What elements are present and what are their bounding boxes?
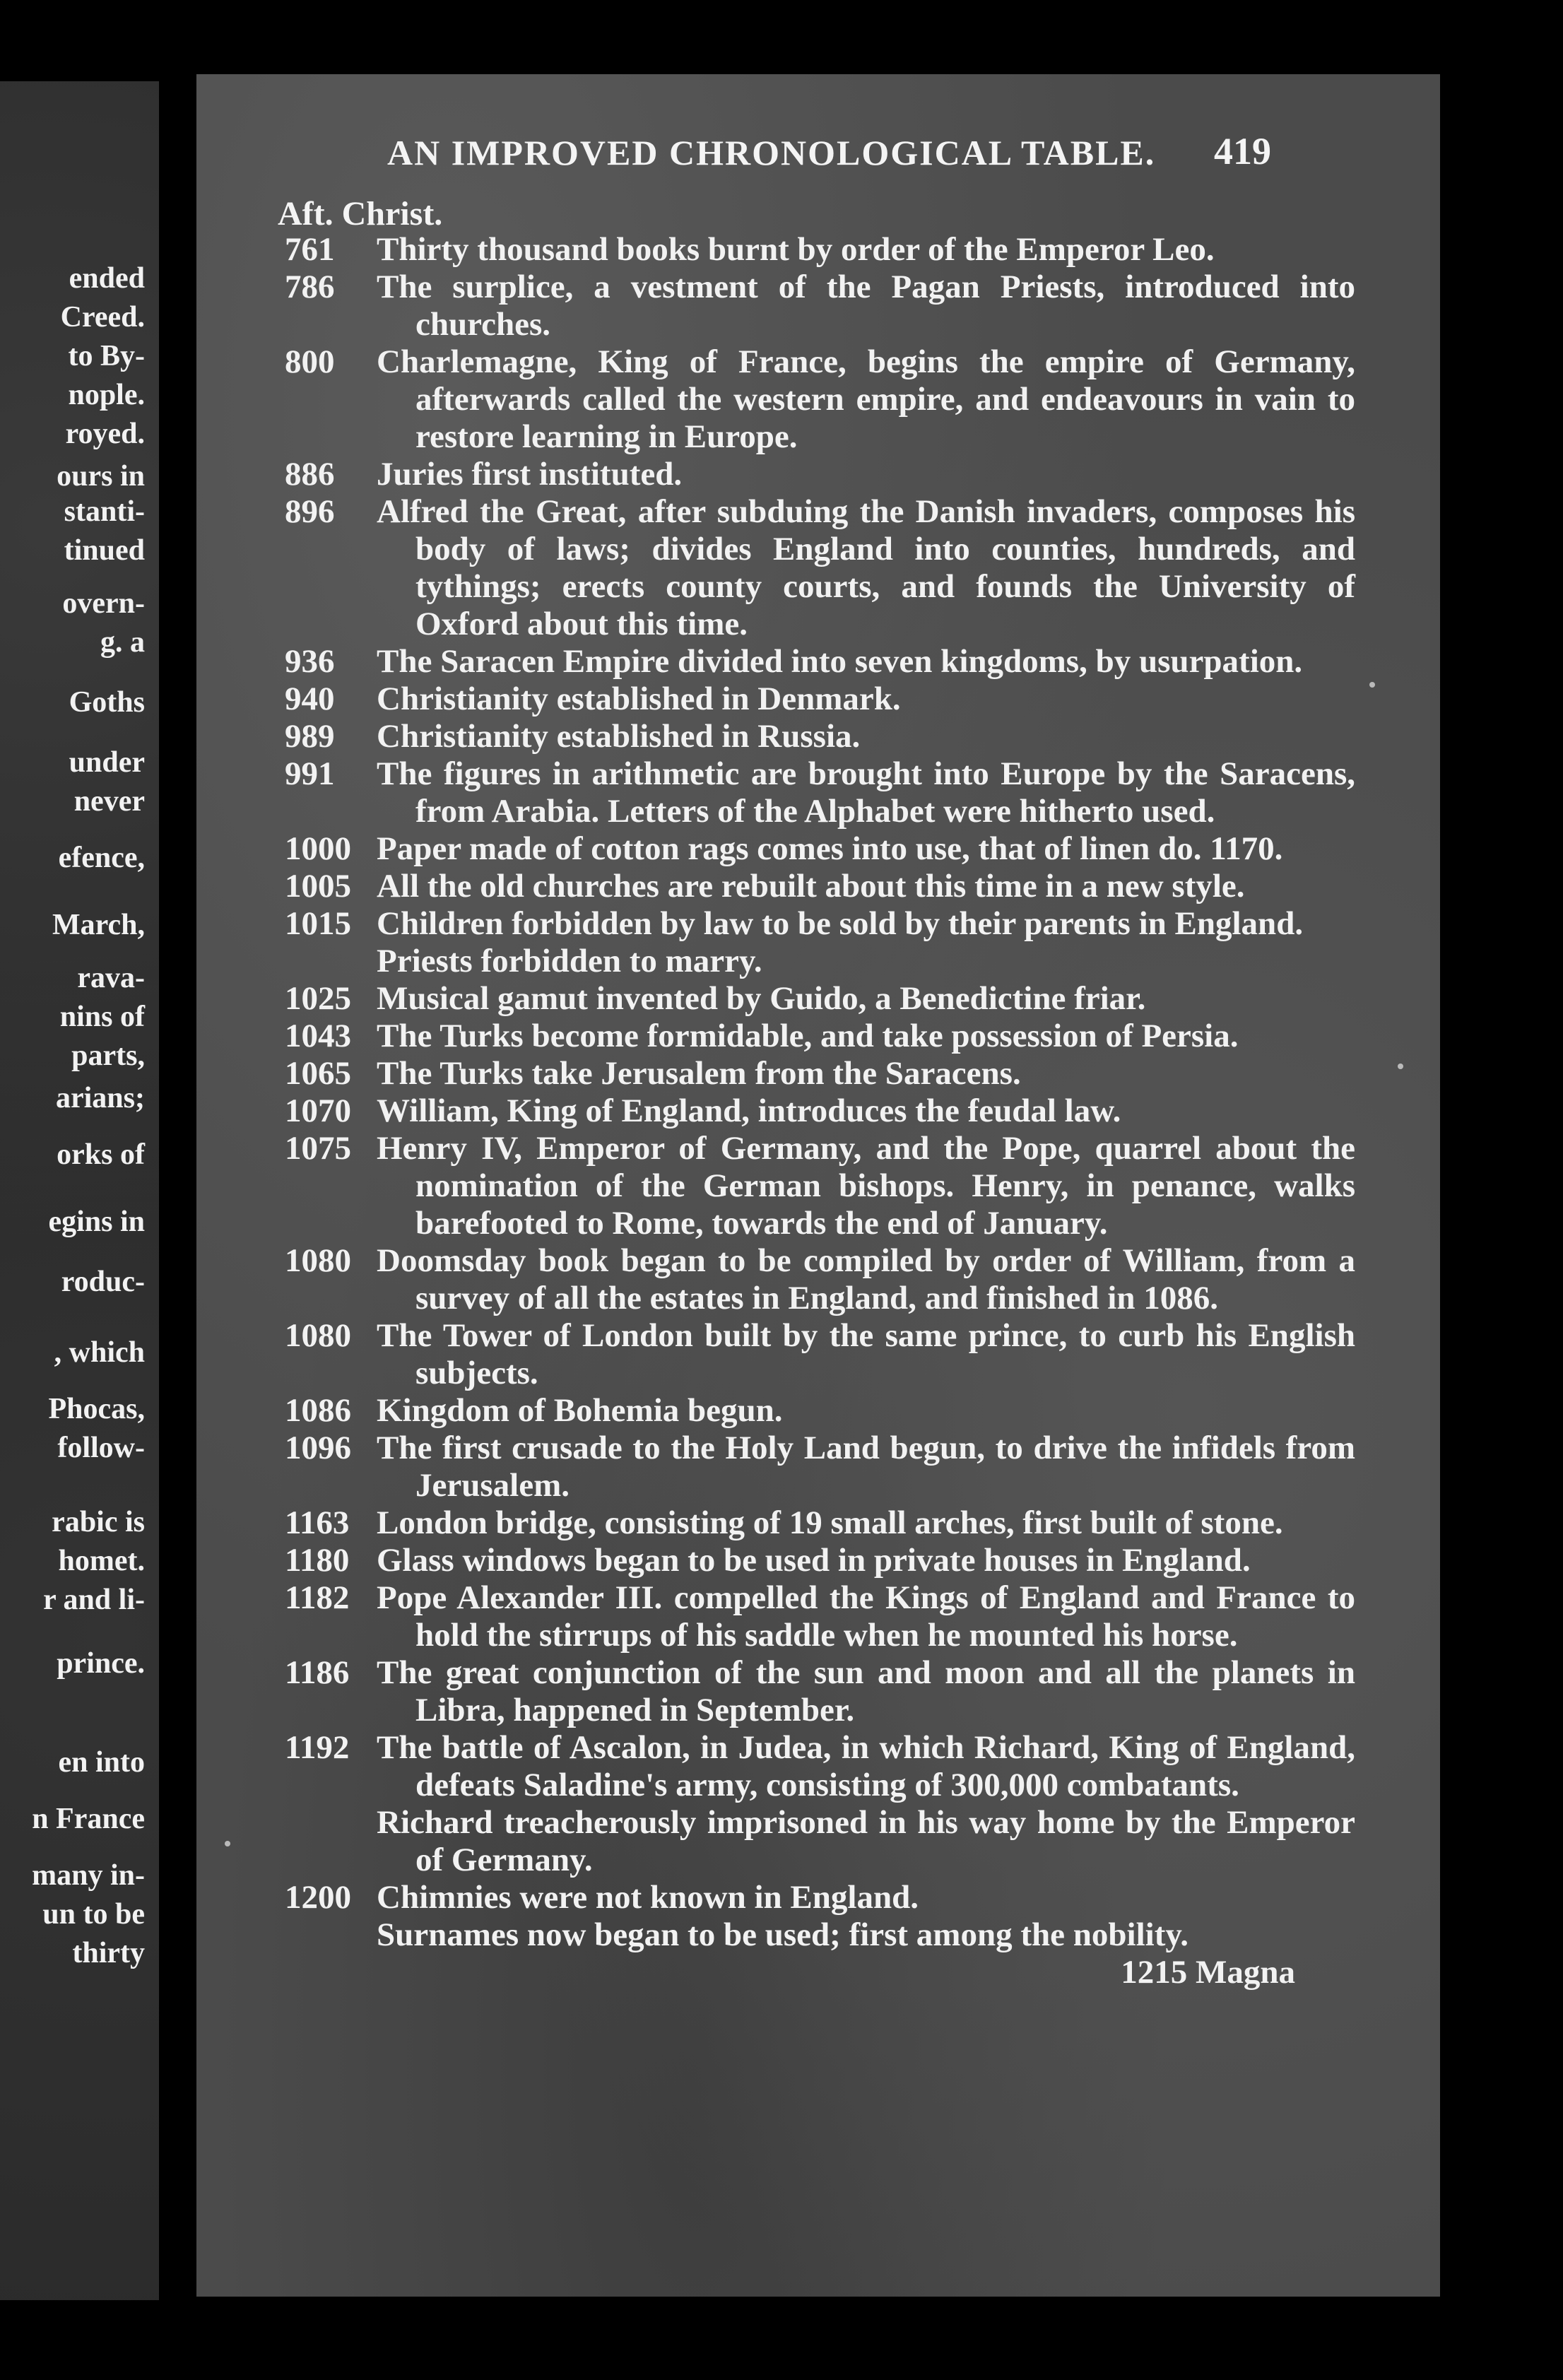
chronology-entry — [196, 905, 1440, 943]
entry-text: Christianity established in Russia. — [377, 718, 861, 755]
chronology-entry — [196, 1392, 1440, 1430]
chronology-entry — [196, 943, 1440, 980]
left-page-fragment: rava- — [77, 962, 145, 994]
entry-text: Henry IV, Emperor of Germany, and the Pope, quarrel about the nomination of the German bishops. Henry, in penance, walks barefooted to Rome, towards the end of January. — [377, 1130, 1355, 1242]
entry-text: Paper made of cotton rags comes into use, that of linen do. 1170. — [377, 830, 1283, 867]
entry-text: Juries first instituted. — [377, 456, 683, 493]
entry-text: The Tower of London built by the same prince, to curb his English subjects. — [377, 1317, 1355, 1391]
entry-year: 989 — [285, 718, 335, 755]
chronology-entry — [196, 681, 1440, 718]
catchword: 1215 Magna — [1121, 1954, 1295, 1991]
left-page-fragment: Goths — [69, 686, 145, 719]
left-page-fragment: ours in — [57, 460, 145, 493]
entry-text: Alfred the Great, after subduing the Danish invaders, composes his body of laws; divides England into counties, hundreds, and tythings; erects county courts, and founds the University of Oxford about this time. — [377, 493, 1355, 642]
chronology-entry — [196, 1504, 1440, 1542]
left-page-fragment: thirty — [72, 1937, 145, 1969]
chronology-entry — [196, 643, 1440, 681]
chronology-entry — [196, 1879, 1440, 1916]
paper-speckle — [225, 1841, 230, 1846]
left-page-fragment: , which — [54, 1336, 145, 1369]
chronology-entry — [196, 1055, 1440, 1092]
left-page-fragment: arians; — [56, 1082, 145, 1114]
book-gutter — [159, 0, 201, 2380]
chronology-entry — [196, 1542, 1440, 1579]
chronology-entry — [196, 1018, 1440, 1055]
entry-year: 940 — [285, 681, 335, 717]
entry-text: Priests forbidden to marry. — [377, 943, 762, 979]
left-page-fragment: ended — [69, 262, 145, 295]
entry-text: The battle of Ascalon, in Judea, in which Richard, King of England, defeats Saladine's army, consisting of 300,000 combatants. — [377, 1729, 1355, 1803]
entry-year: 800 — [285, 343, 335, 380]
entry-text: Doomsday book began to be compiled by order of William, from a survey of all the estates in England, and finished in 1086. — [377, 1242, 1355, 1316]
chronology-entry — [196, 1729, 1440, 1804]
chronology-entry — [196, 1430, 1440, 1504]
left-page-fragment: overn- — [62, 587, 145, 620]
left-page-fragment: stanti- — [64, 495, 145, 528]
entry-year: 1182 — [285, 1579, 350, 1616]
left-page-fragment: rabic is — [52, 1506, 145, 1538]
entry-text: The Turks take Jerusalem from the Saracens. — [377, 1055, 1021, 1092]
chronology-entries — [196, 231, 1440, 1991]
left-page-fragment: royed. — [65, 418, 145, 450]
left-page-fragment: March, — [52, 909, 145, 941]
left-page-fragment: to By- — [68, 340, 145, 372]
entry-year: 896 — [285, 493, 335, 530]
chronology-entry — [196, 1916, 1440, 1954]
entry-text: The great conjunction of the sun and moon and all the planets in Libra, happened in September. — [377, 1654, 1355, 1728]
entry-text: Glass windows began to be used in private houses in England. — [377, 1542, 1251, 1579]
entry-year: 1065 — [285, 1055, 351, 1092]
entry-year: 936 — [285, 643, 335, 680]
entry-text: All the old churches are rebuilt about this time in a new style. — [377, 868, 1245, 905]
entry-year: 1075 — [285, 1130, 351, 1167]
entry-year: 1070 — [285, 1092, 351, 1129]
entry-text: The Saracen Empire divided into seven kingdoms, by usurpation. — [377, 643, 1303, 680]
entry-year: 1043 — [285, 1018, 351, 1054]
entry-text: London bridge, consisting of 19 small arches, first built of stone. — [377, 1504, 1283, 1541]
entry-year: 1080 — [285, 1317, 351, 1354]
entry-year: 1015 — [285, 905, 351, 942]
left-page-fragment: follow- — [57, 1432, 145, 1464]
chronology-entry — [196, 868, 1440, 905]
paper-speckle — [1369, 682, 1375, 688]
entry-text: Musical gamut invented by Guido, a Benedictine friar. — [377, 980, 1146, 1017]
entry-text: The first crusade to the Holy Land begun, to drive the infidels from Jerusalem. — [377, 1430, 1355, 1504]
entry-text: Kingdom of Bohemia begun. — [377, 1392, 783, 1429]
entry-text: Pope Alexander III. compelled the Kings of England and France to hold the stirrups of his saddle when he mounted his horse. — [377, 1579, 1355, 1654]
chronology-entry — [196, 1130, 1440, 1242]
entry-text: Charlemagne, King of France, begins the empire of Germany, afterwards called the western empire, and endeavours in vain to restore learning in Europe. — [377, 343, 1355, 455]
left-page-fragment: prince. — [57, 1647, 145, 1680]
left-page-fragment: many in- — [32, 1859, 145, 1892]
entry-text: The surplice, a vestment of the Pagan Priests, introduced into churches. — [377, 269, 1355, 343]
left-page-fragment: un to be — [42, 1898, 145, 1931]
chronology-entry — [196, 269, 1440, 343]
entry-text: Thirty thousand books burnt by order of the Emperor Leo. — [377, 231, 1215, 268]
entry-text: Surnames now began to be used; first among the nobility. — [377, 1916, 1189, 1953]
entry-year: 1096 — [285, 1430, 351, 1466]
chronology-entry — [196, 718, 1440, 755]
entry-year: 1086 — [285, 1392, 351, 1429]
left-page-fragment: roduc- — [61, 1266, 145, 1298]
paper-speckle — [1398, 1064, 1403, 1069]
left-page-fragment: Creed. — [60, 301, 145, 334]
left-page-fragment: orks of — [57, 1138, 145, 1171]
left-page-fragment: n France — [32, 1803, 145, 1835]
left-page-fragment: Phocas, — [48, 1393, 145, 1425]
left-page-fragment: en into — [58, 1746, 145, 1779]
entry-year: 761 — [285, 231, 335, 268]
entry-year: 886 — [285, 456, 335, 493]
entry-text: William, King of England, introduces the feudal law. — [377, 1092, 1121, 1129]
chronology-entry — [196, 755, 1440, 830]
left-page-fragment: nople. — [68, 379, 145, 411]
left-page-fragment: tinued — [64, 534, 145, 567]
entry-year: 991 — [285, 755, 335, 792]
left-page-fragment: efence, — [58, 842, 145, 874]
chronology-entry — [196, 1579, 1440, 1654]
chronology-entry — [196, 1092, 1440, 1130]
entry-text: Children forbidden by law to be sold by their parents in England. — [377, 905, 1304, 942]
catchword-row — [196, 1954, 1440, 1991]
entry-text: Chimnies were not known in England. — [377, 1879, 919, 1916]
left-page-fragment: homet. — [58, 1545, 145, 1577]
left-page-fragment: r and li- — [43, 1584, 145, 1616]
chronology-entry — [196, 231, 1440, 269]
left-page-fragment: egins in — [48, 1206, 145, 1238]
entry-text: Christianity established in Denmark. — [377, 681, 901, 717]
left-page-fragment: never — [73, 785, 145, 818]
chronology-entry — [196, 980, 1440, 1018]
entry-year: 786 — [285, 269, 335, 305]
entry-year: 1180 — [285, 1542, 350, 1579]
left-page-fragment: under — [69, 746, 145, 779]
chronology-entry — [196, 1654, 1440, 1729]
entry-text: The figures in arithmetic are brought into Europe by the Saracens, from Arabia. Letters of the Alphabet were hitherto used. — [377, 755, 1355, 830]
entry-year: 1186 — [285, 1654, 350, 1691]
entry-year: 1163 — [285, 1504, 350, 1541]
running-title: AN IMPROVED CHRONOLOGICAL TABLE. — [387, 133, 1156, 172]
left-page-fragment: nins of — [59, 1001, 145, 1033]
entry-year: 1005 — [285, 868, 351, 905]
chronology-entry — [196, 1317, 1440, 1392]
chronology-entry — [196, 830, 1440, 868]
chronology-entry — [196, 1804, 1440, 1879]
main-page — [196, 74, 1440, 2297]
entry-year: 1200 — [285, 1879, 351, 1916]
chronology-entry — [196, 1242, 1440, 1317]
entry-year: 1080 — [285, 1242, 351, 1279]
entry-year: 1000 — [285, 830, 351, 867]
page-number: 419 — [1214, 130, 1271, 172]
entry-text: The Turks become formidable, and take possession of Persia. — [377, 1018, 1239, 1054]
left-facing-page — [0, 81, 159, 2300]
chronology-entry — [196, 456, 1440, 493]
chronology-entry — [196, 343, 1440, 456]
left-page-fragment: g. a — [100, 626, 145, 659]
entry-year: 1025 — [285, 980, 351, 1017]
left-page-fragment: parts, — [71, 1039, 145, 1072]
entry-text: Richard treacherously imprisoned in his way home by the Emperor of Germany. — [377, 1804, 1355, 1878]
chronology-entry — [196, 493, 1440, 643]
era-label: Aft. Christ. — [278, 195, 443, 232]
entry-year: 1192 — [285, 1729, 350, 1766]
